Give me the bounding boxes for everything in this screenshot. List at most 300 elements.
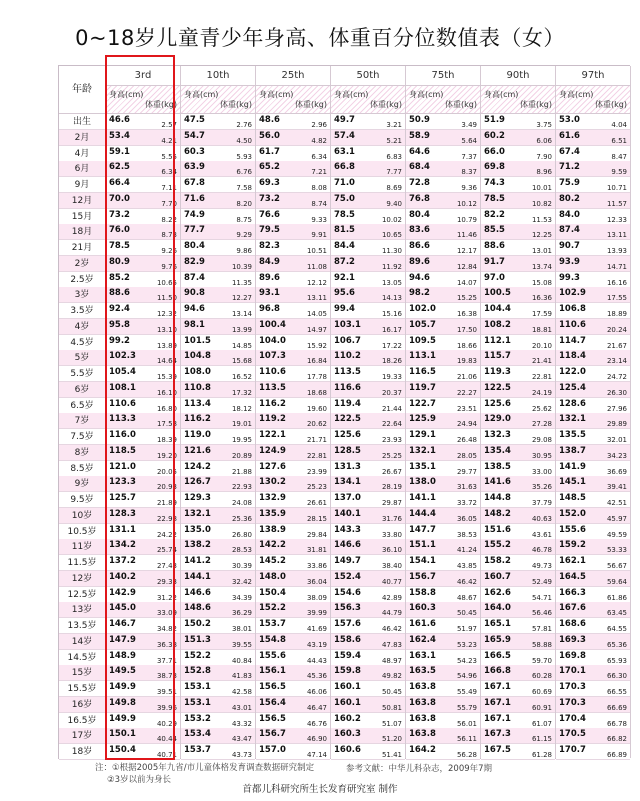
weight-value: 3.75	[536, 121, 552, 129]
weight-unit-label: 体重(kg)	[520, 100, 552, 109]
height-value: 156.1	[259, 666, 286, 677]
weight-value: 66.69	[606, 703, 627, 712]
table-cell	[331, 398, 405, 414]
weight-value: 13.01	[531, 247, 552, 255]
height-value: 71.6	[184, 193, 205, 204]
weight-value: 51.20	[381, 735, 402, 744]
height-value: 134.1	[334, 477, 361, 488]
table-cell	[106, 665, 180, 681]
height-value: 102.0	[409, 304, 436, 314]
table-cell	[481, 240, 555, 256]
table-cell	[406, 177, 480, 193]
table-cell	[106, 319, 180, 335]
table-cell	[481, 429, 555, 445]
table-cell	[181, 413, 255, 429]
age-label: 出生	[59, 114, 105, 130]
height-value: 154.1	[409, 556, 436, 566]
height-value: 135.1	[409, 461, 436, 472]
table-cell	[331, 366, 405, 382]
height-value: 87.4	[559, 225, 580, 236]
height-value: 149.5	[109, 666, 136, 677]
weight-value: 9.26	[161, 247, 177, 255]
weight-value: 21.06	[456, 373, 477, 381]
weight-value: 16.80	[156, 404, 177, 413]
weight-value: 2.76	[236, 121, 252, 129]
height-value: 113.5	[259, 382, 286, 393]
weight-value: 15.68	[231, 357, 252, 366]
height-value: 156.3	[334, 603, 361, 614]
height-value: 122.0	[559, 367, 586, 377]
height-value: 170.3	[559, 682, 586, 692]
weight-value: 46.42	[456, 577, 477, 586]
table-cell	[556, 146, 630, 162]
height-value: 105.4	[109, 367, 136, 377]
weight-value: 22.27	[456, 388, 477, 397]
height-value: 113.3	[109, 414, 136, 425]
table-cell	[181, 335, 255, 351]
weight-value: 17.55	[606, 294, 627, 303]
height-value: 73.2	[259, 193, 280, 204]
height-value: 110.6	[259, 367, 286, 377]
weight-value: 37.71	[156, 656, 177, 665]
height-value: 167.5	[484, 745, 511, 755]
weight-value: 46.06	[306, 688, 327, 696]
weight-value: 23.14	[606, 357, 627, 366]
height-value: 158.6	[334, 634, 361, 645]
weight-value: 48.67	[456, 593, 477, 602]
height-value: 97.0	[484, 272, 505, 283]
table-cell	[181, 461, 255, 477]
height-value: 138.2	[184, 540, 211, 551]
weight-value: 7.58	[236, 184, 252, 192]
weight-value: 7.37	[461, 152, 477, 161]
height-unit-label: 身高(cm)	[409, 90, 444, 99]
table-cell	[256, 429, 330, 445]
weight-value: 13.99	[231, 325, 252, 334]
weight-value: 21.44	[381, 404, 402, 413]
height-value: 151.1	[409, 540, 436, 551]
weight-value: 50.81	[381, 703, 402, 712]
weight-value: 26.80	[231, 530, 252, 539]
weight-value: 50.45	[456, 609, 477, 618]
table-cell	[556, 193, 630, 209]
weight-value: 41.69	[306, 625, 327, 633]
height-value: 154.6	[334, 587, 361, 598]
height-value: 87.4	[184, 272, 205, 283]
table-cell	[406, 335, 480, 351]
height-value: 100.5	[484, 288, 511, 299]
percentile-header: 50th	[331, 66, 405, 86]
weight-value: 33.80	[381, 530, 402, 539]
table-cell	[406, 429, 480, 445]
weight-value: 6.34	[161, 168, 177, 177]
table-cell	[106, 350, 180, 366]
height-value: 77.7	[184, 225, 205, 236]
height-value: 137.0	[334, 493, 361, 503]
table-cell	[406, 492, 480, 508]
age-label: 12岁	[59, 571, 105, 587]
height-value: 74.3	[484, 178, 505, 188]
height-value: 128.3	[109, 508, 136, 519]
weight-value: 53.23	[456, 640, 477, 649]
table-cell	[256, 287, 330, 303]
weight-value: 32.42	[231, 577, 252, 586]
weight-value: 13.05	[381, 278, 402, 287]
table-cell	[556, 256, 630, 272]
table-cell	[331, 130, 405, 146]
table-cell	[556, 366, 630, 382]
height-value: 91.7	[484, 256, 505, 267]
height-value: 78.5	[109, 241, 130, 251]
height-value: 164.0	[484, 603, 511, 614]
weight-value: 36.69	[606, 467, 627, 476]
weight-value: 64.55	[606, 625, 627, 633]
height-value: 66.4	[109, 178, 130, 188]
table-cell	[331, 665, 405, 681]
height-value: 99.3	[559, 272, 580, 283]
weight-value: 45.97	[606, 514, 627, 523]
table-cell	[331, 602, 405, 618]
height-value: 121.6	[184, 445, 211, 456]
table-cell	[406, 461, 480, 477]
weight-value: 43.47	[231, 735, 252, 744]
weight-value: 51.07	[381, 719, 402, 728]
table-cell	[406, 350, 480, 366]
table-cell	[481, 508, 555, 524]
table-cell	[556, 602, 630, 618]
weight-value: 19.20	[156, 451, 177, 460]
percentile-header: 25th	[256, 66, 330, 86]
weight-value: 19.60	[306, 404, 327, 413]
age-label: 2月	[59, 130, 105, 146]
weight-value: 16.84	[306, 357, 327, 366]
weight-value: 5.93	[236, 152, 252, 161]
height-value: 80.2	[559, 193, 580, 204]
weight-value: 39.96	[156, 703, 177, 712]
height-value: 169.8	[559, 650, 586, 661]
weight-value: 8.08	[311, 184, 327, 192]
height-value: 118.4	[559, 351, 586, 362]
weight-value: 25.36	[231, 514, 252, 523]
weight-value: 19.95	[231, 436, 252, 444]
height-value: 89.6	[409, 256, 430, 267]
weight-value: 2.57	[161, 121, 177, 129]
table-cell	[181, 713, 255, 729]
weight-value: 43.73	[231, 751, 252, 759]
height-value: 75.9	[559, 178, 580, 188]
height-value: 113.1	[409, 351, 436, 362]
height-value: 166.5	[484, 650, 511, 661]
weight-value: 66.30	[606, 672, 627, 681]
height-value: 160.7	[484, 571, 511, 582]
table-cell	[106, 508, 180, 524]
height-value: 158.2	[484, 556, 511, 566]
table-cell	[556, 681, 630, 697]
weight-value: 18.68	[306, 388, 327, 397]
height-value: 166.3	[559, 587, 586, 598]
height-value: 150.2	[184, 619, 211, 629]
height-value: 159.2	[559, 540, 586, 551]
height-value: 93.1	[259, 288, 280, 299]
height-value: 66.0	[484, 146, 505, 157]
age-label: 4.5岁	[59, 335, 105, 351]
age-label: 16岁	[59, 697, 105, 713]
weight-value: 40.63	[531, 514, 552, 523]
weight-value: 16.36	[531, 294, 552, 303]
table-cell	[481, 382, 555, 398]
table-cell	[181, 697, 255, 713]
table-cell	[106, 728, 180, 744]
age-label: 15月	[59, 209, 105, 225]
table-cell	[106, 335, 180, 351]
table-cell	[106, 461, 180, 477]
height-value: 113.4	[184, 398, 211, 409]
table-cell	[256, 555, 330, 571]
table-cell	[256, 650, 330, 666]
weight-value: 24.08	[231, 499, 252, 507]
age-label: 9月	[59, 177, 105, 193]
table-cell	[106, 161, 180, 177]
table-cell	[406, 287, 480, 303]
weight-value: 14.85	[231, 341, 252, 350]
height-value: 160.2	[334, 713, 361, 724]
unit-subheader	[406, 86, 480, 114]
age-label: 15.5岁	[59, 681, 105, 697]
height-value: 154.8	[259, 634, 286, 645]
age-label: 14岁	[59, 634, 105, 650]
height-value: 104.4	[484, 304, 511, 314]
table-cell	[406, 476, 480, 492]
table-cell	[556, 429, 630, 445]
weight-value: 35.26	[531, 483, 552, 492]
table-cell	[256, 193, 330, 209]
weight-value: 6.06	[536, 136, 552, 145]
height-value: 104.0	[259, 335, 286, 346]
table-cell	[481, 681, 555, 697]
age-label: 9岁	[59, 476, 105, 492]
weight-value: 29.77	[456, 467, 477, 476]
weight-value: 11.35	[231, 278, 252, 287]
age-label: 9.5岁	[59, 492, 105, 508]
weight-value: 34.39	[231, 593, 252, 602]
weight-value: 38.40	[381, 562, 402, 570]
table-cell	[556, 476, 630, 492]
height-value: 167.1	[484, 697, 511, 708]
weight-value: 6.34	[311, 152, 327, 161]
age-label: 14.5岁	[59, 650, 105, 666]
table-cell	[406, 319, 480, 335]
table-cell	[106, 366, 180, 382]
height-value: 84.0	[559, 209, 580, 220]
table-cell	[256, 224, 330, 240]
table-cell	[406, 272, 480, 288]
weight-value: 34.82	[156, 625, 177, 633]
height-value: 76.0	[109, 225, 130, 236]
table-cell	[181, 224, 255, 240]
table-cell	[331, 445, 405, 461]
table-cell	[481, 587, 555, 603]
table-cell	[556, 461, 630, 477]
weight-value: 19.33	[381, 373, 402, 381]
table-cell	[256, 539, 330, 555]
height-unit-label: 身高(cm)	[559, 90, 594, 99]
weight-value: 23.99	[306, 467, 327, 476]
table-cell	[256, 744, 330, 760]
age-label: 18岁	[59, 744, 105, 760]
weight-value: 53.33	[606, 546, 627, 555]
table-cell	[256, 272, 330, 288]
table-cell	[181, 256, 255, 272]
table-cell	[556, 508, 630, 524]
height-value: 60.3	[184, 146, 205, 157]
weight-value: 49.73	[531, 562, 552, 570]
weight-value: 17.22	[381, 341, 402, 350]
table-cell	[481, 319, 555, 335]
weight-value: 14.13	[381, 294, 402, 303]
height-value: 151.3	[184, 634, 211, 645]
weight-unit-label: 体重(kg)	[445, 100, 477, 109]
weight-value: 61.28	[531, 751, 552, 759]
height-value: 78.5	[484, 193, 505, 204]
table-cell	[256, 335, 330, 351]
age-label: 3岁	[59, 287, 105, 303]
height-value: 106.8	[559, 304, 586, 314]
weight-value: 58.88	[531, 640, 552, 649]
height-value: 138.9	[259, 524, 286, 535]
table-cell	[331, 713, 405, 729]
height-value: 53.4	[109, 130, 130, 141]
weight-value: 4.04	[611, 121, 627, 129]
height-value: 170.4	[559, 713, 586, 724]
height-value: 114.7	[559, 335, 586, 346]
height-value: 94.6	[409, 272, 430, 283]
table-cell	[181, 445, 255, 461]
table-cell	[331, 587, 405, 603]
table-cell	[181, 303, 255, 319]
table-cell	[481, 130, 555, 146]
table-cell	[556, 130, 630, 146]
table-cell	[181, 382, 255, 398]
height-value: 163.8	[409, 697, 436, 708]
weight-value: 26.67	[381, 467, 402, 476]
table-cell	[331, 177, 405, 193]
table-cell	[556, 272, 630, 288]
age-label: 10岁	[59, 508, 105, 524]
table-cell	[556, 665, 630, 681]
height-value: 119.0	[184, 430, 211, 440]
height-value: 150.4	[259, 587, 286, 598]
weight-value: 11.92	[381, 262, 402, 271]
weight-value: 38.73	[156, 672, 177, 681]
weight-value: 61.07	[531, 719, 552, 728]
weight-value: 13.10	[156, 325, 177, 334]
table-cell	[481, 272, 555, 288]
table-cell	[406, 398, 480, 414]
height-value: 50.9	[409, 115, 430, 125]
weight-value: 7.77	[386, 168, 402, 177]
table-cell	[181, 681, 255, 697]
table-cell	[481, 224, 555, 240]
height-value: 46.6	[109, 115, 130, 125]
table-cell	[106, 114, 180, 130]
weight-value: 4.50	[236, 136, 252, 145]
table-cell	[106, 681, 180, 697]
weight-value: 25.23	[306, 483, 327, 492]
weight-value: 12.33	[606, 215, 627, 224]
height-value: 149.9	[109, 682, 136, 692]
height-value: 94.6	[184, 304, 205, 314]
table-cell	[331, 146, 405, 162]
height-value: 129.3	[184, 493, 211, 503]
weight-value: 36.04	[306, 577, 327, 586]
height-value: 102.9	[559, 288, 586, 299]
weight-value: 10.79	[456, 215, 477, 224]
table-cell	[256, 209, 330, 225]
table-cell	[331, 524, 405, 540]
table-cell	[331, 697, 405, 713]
weight-value: 17.32	[231, 388, 252, 397]
height-value: 149.9	[109, 713, 136, 724]
table-cell	[181, 429, 255, 445]
weight-value: 17.50	[456, 325, 477, 334]
weight-value: 4.82	[311, 136, 327, 145]
weight-value: 4.21	[161, 136, 177, 145]
height-value: 149.8	[109, 697, 136, 708]
height-value: 149.7	[334, 556, 361, 566]
table-cell	[106, 445, 180, 461]
weight-value: 14.97	[306, 325, 327, 334]
weight-value: 13.14	[231, 310, 252, 318]
table-cell	[406, 618, 480, 634]
height-value: 80.4	[409, 209, 430, 220]
table-cell	[481, 492, 555, 508]
table-cell	[256, 366, 330, 382]
weight-value: 40.29	[156, 719, 177, 728]
height-value: 72.8	[409, 178, 430, 188]
table-cell	[331, 571, 405, 587]
table-cell	[481, 713, 555, 729]
height-value: 103.1	[334, 319, 361, 330]
weight-value: 8.47	[611, 152, 627, 161]
percentile-column-97th	[556, 66, 631, 758]
height-value: 159.8	[334, 666, 361, 677]
weight-value: 6.76	[236, 168, 252, 177]
table-cell	[181, 728, 255, 744]
weight-value: 54.71	[531, 593, 552, 602]
table-cell	[181, 287, 255, 303]
table-cell	[481, 665, 555, 681]
weight-value: 49.82	[381, 672, 402, 681]
table-cell	[331, 382, 405, 398]
table-cell	[556, 114, 630, 130]
weight-value: 9.86	[236, 247, 252, 255]
table-cell	[481, 177, 555, 193]
height-value: 82.3	[259, 241, 280, 251]
height-value: 153.2	[184, 713, 211, 724]
height-value: 49.7	[334, 115, 355, 125]
height-value: 109.5	[409, 335, 436, 346]
height-value: 119.4	[334, 398, 361, 409]
age-header: 年龄	[59, 66, 105, 114]
table-cell	[256, 461, 330, 477]
table-cell	[481, 697, 555, 713]
weight-value: 63.45	[606, 609, 627, 618]
height-value: 167.1	[484, 713, 511, 724]
weight-value: 23.93	[381, 436, 402, 444]
height-value: 116.2	[184, 414, 211, 425]
table-cell	[106, 476, 180, 492]
table-cell	[556, 240, 630, 256]
